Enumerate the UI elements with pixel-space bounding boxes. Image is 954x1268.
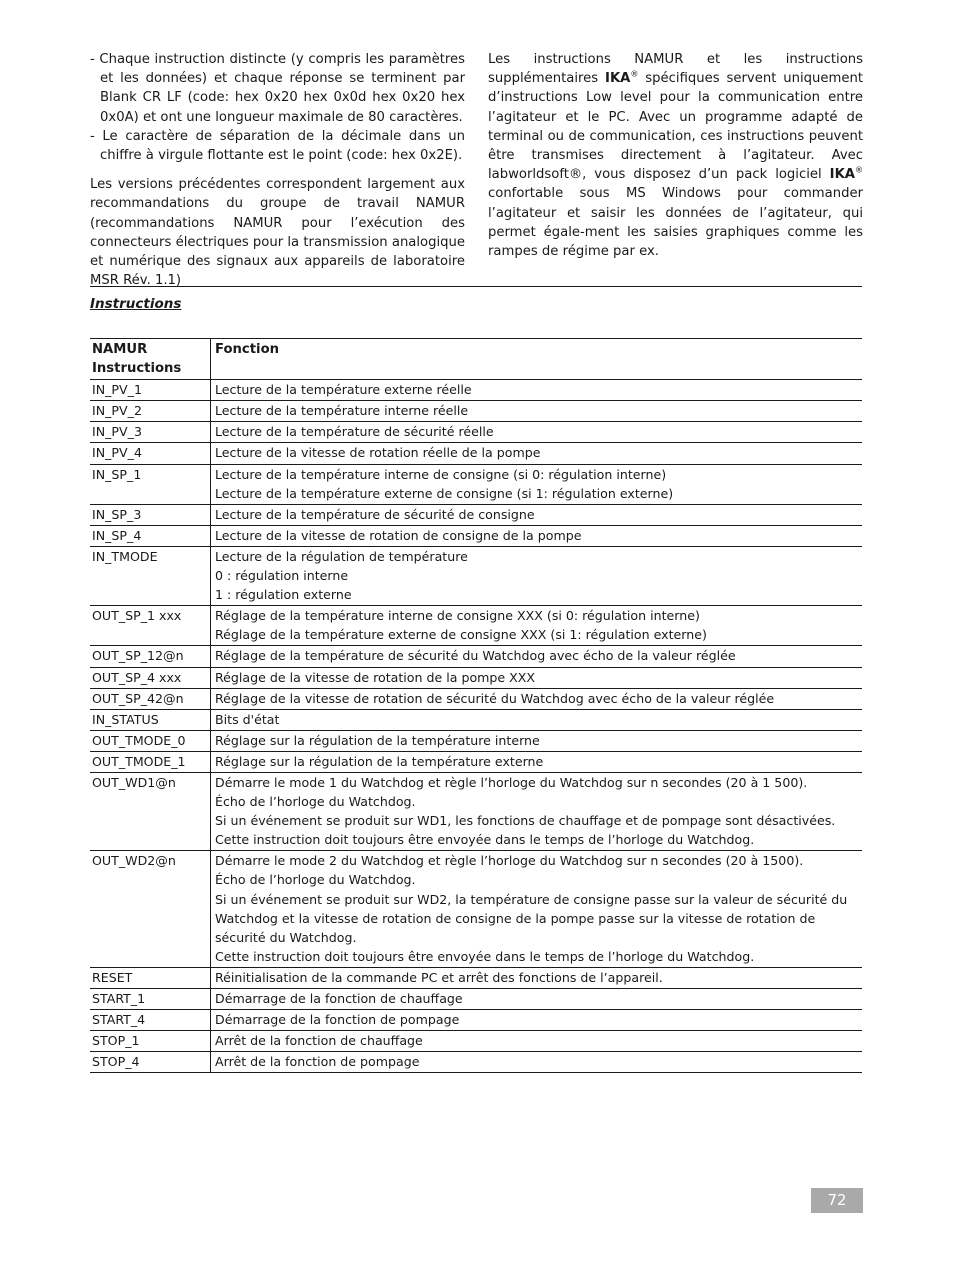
table-row — [90, 751, 862, 772]
function-line: Arrêt de la fonction de pompage — [215, 1054, 420, 1070]
instruction-function — [211, 1010, 863, 1031]
function-line: Réinitialisation de la commande PC et arrêt des fonctions de l’appareil. — [215, 969, 663, 985]
instruction-code: OUT_WD2@n — [90, 851, 211, 968]
instruction-function — [211, 1031, 863, 1052]
function-line: Lecture de la vitesse de rotation de consigne de la pompe — [215, 527, 582, 543]
function-line: Réglage sur la régulation de la température externe — [215, 753, 544, 769]
instructions-table — [90, 338, 862, 1073]
instruction-code: OUT_SP_1 xxx — [90, 606, 211, 646]
header-namur-instructions: NAMUR Instructions — [90, 339, 211, 380]
table-row — [90, 546, 862, 605]
function-line: Démarrage de la fonction de pompage — [215, 1012, 460, 1028]
function-line: Lecture de la vitesse de rotation réelle de la pompe — [215, 445, 541, 461]
table-row — [90, 646, 862, 667]
intro-left-column — [90, 50, 465, 290]
instruction-code: IN_PV_1 — [90, 380, 211, 401]
function-line: Lecture de la température de sécurité de consigne — [215, 506, 535, 522]
instruction-function — [211, 851, 863, 968]
table-row — [90, 606, 862, 646]
table-row — [90, 1010, 862, 1031]
instruction-code: IN_STATUS — [90, 709, 211, 730]
table-row — [90, 380, 862, 401]
function-line: Bits d'état — [215, 711, 280, 727]
instruction-code: OUT_TMODE_1 — [90, 751, 211, 772]
brand-ika: IKA — [605, 71, 631, 87]
instruction-function — [211, 1052, 863, 1073]
instruction-code: STOP_1 — [90, 1031, 211, 1052]
instruction-code: OUT_WD1@n — [90, 772, 211, 850]
table-row — [90, 1052, 862, 1073]
instruction-function — [211, 989, 863, 1010]
instruction-function — [211, 688, 863, 709]
table-row — [90, 709, 862, 730]
function-line: Écho de l’horloge du Watchdog. — [215, 794, 416, 810]
table-row — [90, 772, 862, 850]
function-line: Démarre le mode 2 du Watchdog et règle l’horloge du Watchdog sur n secondes (20 à 1500). — [215, 853, 804, 869]
function-line: Lecture de la température externe de consigne (si 1: régulation externe) — [215, 485, 674, 501]
instruction-code: OUT_SP_12@n — [90, 646, 211, 667]
function-line: Lecture de la température de sécurité réelle — [215, 424, 494, 440]
table-row — [90, 504, 862, 525]
instruction-function — [211, 422, 863, 443]
instruction-code: IN_SP_4 — [90, 525, 211, 546]
instruction-function — [211, 525, 863, 546]
function-line: Cette instruction doit toujours être envoyée dans le temps de l’horloge du Watchdog. — [215, 948, 755, 964]
table-row — [90, 688, 862, 709]
instruction-code: IN_PV_3 — [90, 422, 211, 443]
table-header-row — [90, 339, 862, 380]
ika-paragraph-text-2: spécifiques servent uniquement d’instructions Low level pour la communication entre l’agitateur et le PC. Avec un programme adapté de terminal ou de communication, ces instructions peuvent être transmises directement à l’agitateur. Avec labworldsoft®, vous disposez d’un pack logiciel — [488, 71, 863, 183]
table-row — [90, 967, 862, 988]
instruction-function — [211, 967, 863, 988]
function-line: Arrêt de la fonction de chauffage — [215, 1033, 423, 1049]
table-row — [90, 464, 862, 504]
function-line: Réglage de la vitesse de rotation de la pompe XXX — [215, 669, 536, 685]
instruction-code: IN_TMODE — [90, 546, 211, 605]
instruction-function — [211, 667, 863, 688]
bullet-terminator: - Chaque instruction distincte (y compris les paramètres et les données) et chaque réponse se terminent par Blank CR LF (code: hex 0x20 hex 0x0d hex 0x20 hex 0x0A) et ont une longueur maximale de 80 caractères. — [90, 52, 465, 125]
intro-right-column — [488, 50, 863, 261]
instruction-function — [211, 464, 863, 504]
registered-mark: ® — [630, 69, 639, 79]
table-row — [90, 989, 862, 1010]
instruction-function — [211, 546, 863, 605]
instruction-code: RESET — [90, 967, 211, 988]
instruction-code: START_4 — [90, 1010, 211, 1031]
instruction-function — [211, 730, 863, 751]
function-line: Réglage de la vitesse de rotation de sécurité du Watchdog avec écho de la valeur réglée — [215, 690, 775, 706]
section-title: Instructions — [90, 296, 182, 312]
instruction-function — [211, 709, 863, 730]
instruction-code: STOP_4 — [90, 1052, 211, 1073]
instruction-function — [211, 646, 863, 667]
function-line: Lecture de la température interne réelle — [215, 403, 469, 419]
versions-paragraph: Les versions précédentes correspondent largement aux recommandations du groupe de travail NAMUR (recommandations NAMUR pour l’exécution des connecteurs électriques pour la transmission analogique et numérique des signaux aux appareils de laboratoire MSR Rév. 1.1) — [90, 177, 465, 289]
table-row — [90, 422, 862, 443]
table-row — [90, 851, 862, 968]
bullet-decimal-separator: - Le caractère de séparation de la décimale dans un chiffre à virgule flottante est le point (code: hex 0x2E). — [90, 128, 465, 164]
instruction-code: IN_SP_3 — [90, 504, 211, 525]
instruction-function — [211, 380, 863, 401]
function-line: Démarre le mode 1 du Watchdog et règle l’horloge du Watchdog sur n secondes (20 à 1 500). — [215, 774, 808, 790]
instruction-function — [211, 443, 863, 464]
function-line: 0 : régulation interne — [215, 568, 349, 584]
instruction-code: IN_PV_4 — [90, 443, 211, 464]
table-row — [90, 443, 862, 464]
function-line: Lecture de la température externe réelle — [215, 382, 472, 398]
table-row — [90, 525, 862, 546]
instruction-code: IN_PV_2 — [90, 401, 211, 422]
function-line: Réglage de la température interne de consigne XXX (si 0: régulation interne) — [215, 608, 700, 624]
header-fonction: Fonction — [211, 339, 863, 380]
instruction-function — [211, 401, 863, 422]
function-line: Réglage de la température externe de consigne XXX (si 1: régulation externe) — [215, 627, 707, 643]
function-line: Réglage sur la régulation de la température interne — [215, 732, 540, 748]
function-line: Lecture de la régulation de température — [215, 548, 468, 564]
instruction-function — [211, 751, 863, 772]
registered-mark: ® — [855, 165, 863, 175]
section-divider — [90, 286, 862, 287]
table-row — [90, 401, 862, 422]
ika-paragraph-text-1: Les instructions NAMUR et les instructions supplémentaires — [488, 52, 863, 87]
instruction-code: START_1 — [90, 989, 211, 1010]
function-line: Si un événement se produit sur WD1, les fonctions de chauffage et de pompage sont désactivées. — [215, 813, 836, 829]
function-line: Lecture de la température interne de consigne (si 0: régulation interne) — [215, 466, 667, 482]
instruction-function — [211, 504, 863, 525]
function-line: Cette instruction doit toujours être envoyée dans le temps de l’horloge du Watchdog. — [215, 832, 755, 848]
brand-ika: IKA — [829, 167, 855, 183]
page-number: 72 — [811, 1188, 863, 1213]
function-line: 1 : régulation externe — [215, 587, 352, 603]
instructions-table-body — [90, 380, 862, 1073]
table-row — [90, 730, 862, 751]
table-row — [90, 667, 862, 688]
ika-paragraph — [488, 50, 863, 261]
function-line: Si un événement se produit sur WD2, la température de consigne passe sur la valeur de sécurité du Watchdog et la vitesse de rotation de consigne de la pompe passe sur la vitesse de rotation de sécurité du Watchdog. — [215, 891, 848, 945]
instruction-function — [211, 606, 863, 646]
function-line: Démarrage de la fonction de chauffage — [215, 991, 463, 1006]
instruction-code: OUT_SP_4 xxx — [90, 667, 211, 688]
table-row — [90, 1031, 862, 1052]
ika-paragraph-text-3: confortable sous MS Windows pour commander l’agitateur et saisir les données de l’agitateur, qui permet égale-ment les saisies graphiques comme les rampes de régime par ex. — [488, 186, 863, 260]
function-line: Réglage de la température de sécurité du Watchdog avec écho de la valeur réglée — [215, 648, 736, 664]
instruction-code: OUT_TMODE_0 — [90, 730, 211, 751]
function-line: Écho de l’horloge du Watchdog. — [215, 872, 416, 888]
instruction-function — [211, 772, 863, 850]
instruction-code: OUT_SP_42@n — [90, 688, 211, 709]
instruction-code: IN_SP_1 — [90, 464, 211, 504]
